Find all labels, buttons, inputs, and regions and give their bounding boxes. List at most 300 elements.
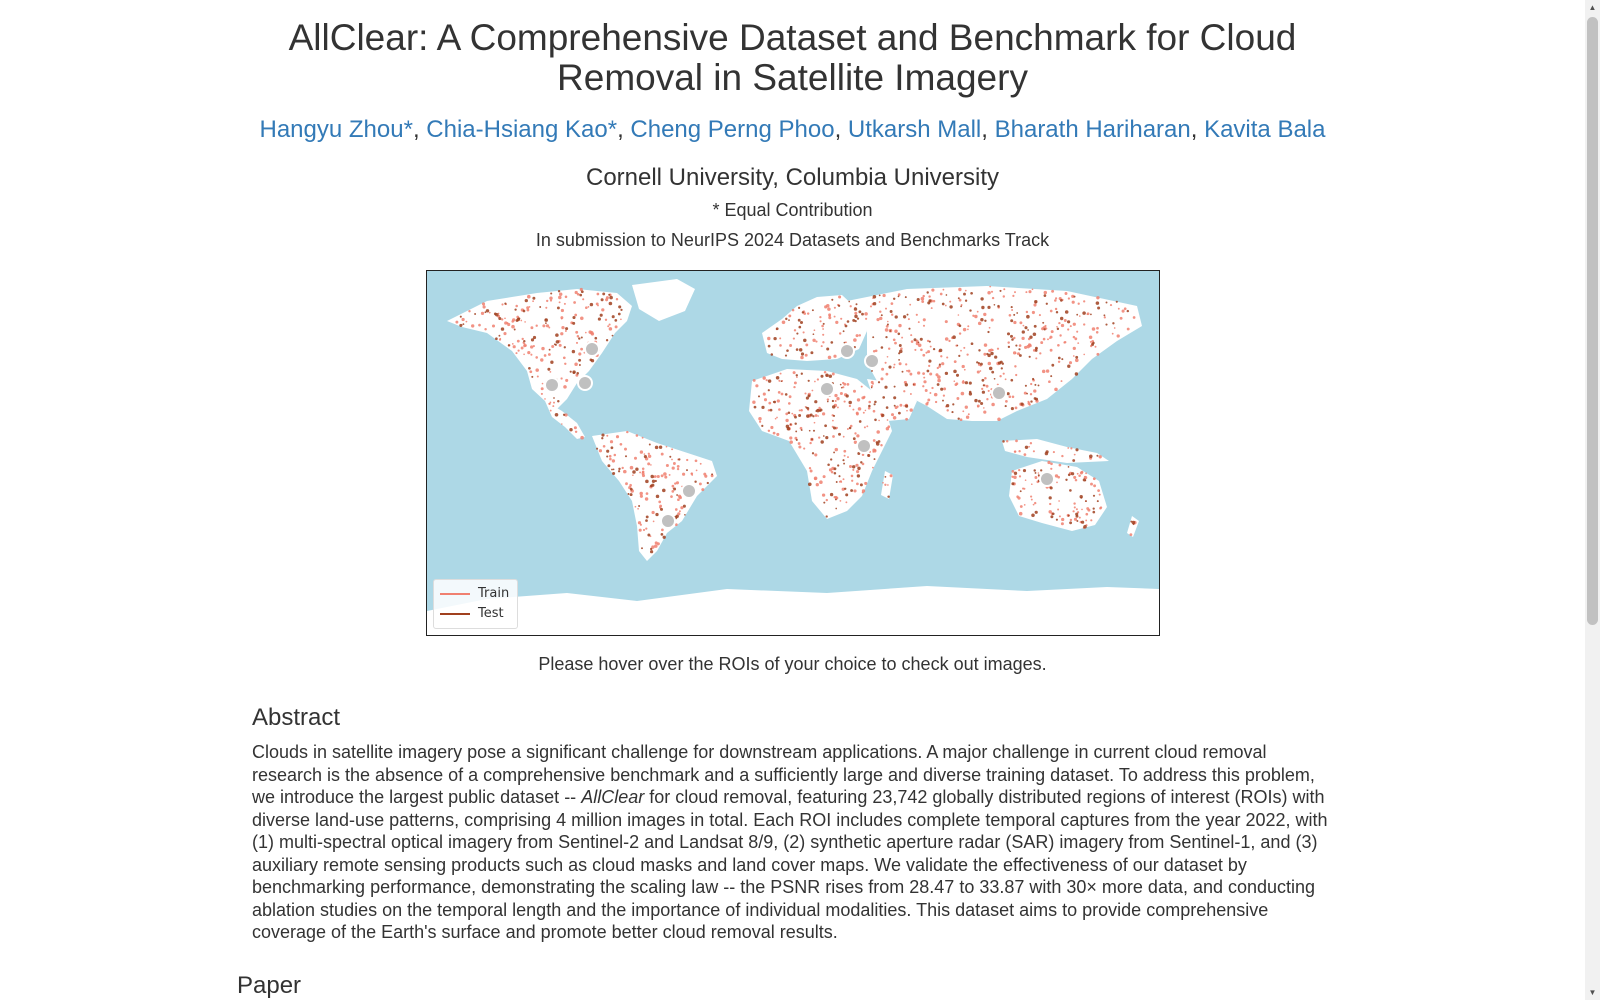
test-roi-dot: [798, 319, 801, 322]
test-roi-dot: [557, 306, 560, 309]
abstract-text: [252, 741, 1337, 944]
test-roi-dot: [579, 364, 581, 366]
test-roi-dot: [796, 439, 798, 441]
train-roi-dot: [977, 311, 979, 313]
test-roi-dot: [946, 404, 949, 407]
test-roi-dot: [808, 394, 811, 397]
train-roi-dot: [882, 294, 885, 297]
test-roi-dot: [882, 396, 885, 399]
train-roi-dot: [858, 407, 862, 411]
train-roi-dot: [1096, 327, 1099, 330]
train-roi-dot: [927, 350, 930, 353]
train-roi-dot: [879, 301, 881, 303]
train-roi-dot: [958, 288, 961, 291]
train-roi-dot: [856, 434, 859, 437]
train-roi-dot: [1011, 309, 1013, 311]
test-roi-dot: [600, 314, 603, 317]
train-roi-dot: [577, 335, 580, 338]
train-roi-dot: [788, 402, 791, 405]
train-roi-dot: [804, 392, 806, 394]
test-roi-dot: [1050, 375, 1052, 377]
train-roi-dot: [946, 356, 948, 358]
train-roi-dot: [918, 344, 922, 348]
roi-preview-marker[interactable]: [840, 344, 854, 358]
vertical-scrollbar[interactable]: [1585, 0, 1600, 1000]
train-roi-dot: [1028, 402, 1031, 405]
train-roi-dot: [1012, 470, 1015, 473]
test-roi-dot: [887, 495, 889, 497]
train-roi-dot: [789, 440, 793, 444]
test-roi-dot: [852, 465, 855, 468]
test-roi-dot: [498, 317, 501, 320]
train-roi-dot: [651, 511, 654, 514]
train-roi-dot: [974, 315, 977, 318]
train-roi-dot: [1032, 288, 1034, 290]
train-roi-dot: [793, 386, 795, 388]
train-roi-dot: [603, 445, 606, 448]
train-roi-dot: [512, 343, 514, 345]
test-roi-dot: [820, 375, 823, 378]
test-roi-dot: [609, 302, 613, 306]
train-roi-dot: [560, 377, 562, 379]
roi-preview-marker[interactable]: [992, 386, 1006, 400]
train-roi-dot: [779, 344, 782, 347]
test-roi-dot: [844, 488, 846, 490]
train-roi-dot: [1012, 295, 1014, 297]
test-roi-dot: [1035, 472, 1037, 474]
train-roi-dot: [1061, 455, 1063, 457]
train-roi-dot: [563, 356, 566, 359]
roi-preview-marker[interactable]: [820, 382, 834, 396]
test-roi-dot: [1045, 452, 1048, 455]
train-roi-dot: [851, 480, 853, 482]
test-roi-dot: [1092, 342, 1094, 344]
train-roi-dot: [1023, 488, 1025, 490]
test-roi-dot: [1089, 455, 1093, 459]
train-roi-dot: [606, 296, 609, 299]
train-roi-dot: [654, 475, 657, 478]
train-roi-dot: [1122, 310, 1125, 313]
train-roi-dot: [764, 398, 767, 401]
train-roi-dot: [1030, 383, 1032, 385]
train-roi-dot: [1055, 308, 1057, 310]
map-legend: [433, 579, 518, 629]
train-roi-dot: [1077, 473, 1079, 475]
train-roi-dot: [768, 402, 771, 405]
train-roi-dot: [1019, 475, 1021, 477]
test-roi-dot: [1038, 384, 1040, 386]
test-roi-dot: [1092, 511, 1095, 514]
train-roi-dot: [840, 500, 842, 502]
test-roi-dot: [801, 429, 803, 431]
train-roi-dot: [984, 343, 987, 346]
train-roi-dot: [865, 318, 867, 320]
train-roi-dot: [1019, 321, 1022, 324]
train-roi-dot: [546, 300, 548, 302]
train-roi-dot: [923, 325, 925, 327]
train-roi-dot: [1018, 469, 1020, 471]
train-roi-dot: [960, 418, 963, 421]
test-roi-dot: [829, 374, 832, 377]
train-roi-dot: [530, 354, 532, 356]
test-roi-dot: [890, 310, 893, 313]
test-roi-dot: [859, 420, 862, 423]
train-roi-dot: [1043, 338, 1046, 341]
train-roi-dot: [610, 440, 613, 443]
test-roi-dot: [980, 297, 983, 300]
train-roi-dot: [879, 310, 881, 312]
train-roi-dot: [833, 355, 836, 358]
train-roi-dot: [1124, 307, 1127, 310]
test-roi-dot: [929, 341, 931, 343]
test-roi-dot: [1050, 486, 1053, 489]
author-link-bharath-hariharan[interactable]: Bharath Hariharan: [994, 116, 1191, 143]
test-roi-dot: [683, 505, 686, 508]
train-roi-dot: [843, 450, 846, 453]
test-roi-dot: [650, 475, 653, 478]
train-roi-dot: [663, 472, 667, 476]
roi-preview-marker[interactable]: [585, 342, 599, 356]
roi-preview-marker[interactable]: [545, 378, 559, 392]
test-roi-dot: [676, 494, 678, 496]
test-roi-dot: [798, 414, 801, 417]
train-roi-dot: [983, 353, 986, 356]
test-roi-dot: [460, 316, 462, 318]
train-roi-dot: [1092, 327, 1096, 331]
train-roi-dot: [878, 420, 880, 422]
roi-preview-marker[interactable]: [682, 484, 696, 498]
train-roi-dot: [551, 345, 554, 348]
author-link-kavita-bala[interactable]: Kavita Bala: [1204, 116, 1326, 143]
roi-world-map[interactable]: [426, 270, 1160, 636]
train-roi-dot: [828, 316, 831, 319]
test-roi-dot: [854, 307, 857, 310]
test-roi-dot: [1020, 490, 1022, 492]
train-roi-dot: [903, 405, 905, 407]
train-roi-dot: [1093, 484, 1096, 487]
train-roi-dot: [1051, 330, 1054, 333]
test-roi-dot: [1001, 367, 1003, 369]
test-roi-dot: [1026, 315, 1030, 319]
test-roi-dot: [983, 384, 985, 386]
train-roi-dot: [809, 467, 811, 469]
test-roi-dot: [907, 314, 909, 316]
train-roi-dot: [1030, 442, 1032, 444]
test-roi-dot: [808, 380, 810, 382]
train-roi-dot: [989, 286, 991, 288]
train-roi-dot: [1072, 510, 1074, 512]
test-roi-dot: [609, 296, 613, 300]
test-roi-dot: [939, 349, 943, 353]
test-roi-dot: [987, 306, 990, 309]
scroll-up-arrow-icon[interactable]: ▲: [1588, 3, 1597, 12]
train-roi-dot: [788, 314, 791, 317]
train-roi-dot: [850, 305, 852, 307]
train-roi-dot: [887, 419, 889, 421]
train-roi-dot: [648, 455, 651, 458]
train-roi-dot: [1032, 311, 1035, 314]
train-roi-dot: [991, 318, 994, 321]
test-roi-dot: [1116, 301, 1118, 303]
author-link-cheng-perng-phoo[interactable]: Cheng Perng Phoo: [630, 116, 835, 143]
train-roi-dot: [853, 338, 857, 342]
train-roi-dot: [908, 370, 911, 373]
train-roi-dot: [1073, 476, 1076, 479]
test-roi-dot: [1068, 466, 1070, 468]
train-roi-dot: [799, 409, 801, 411]
train-roi-dot: [961, 392, 965, 396]
train-roi-dot: [955, 383, 958, 386]
test-roi-dot: [1010, 335, 1013, 338]
test-roi-dot: [659, 446, 662, 449]
train-roi-dot: [863, 412, 865, 414]
train-roi-dot: [468, 310, 470, 312]
train-roi-dot: [623, 470, 627, 474]
test-roi-dot: [618, 470, 620, 472]
test-roi-dot: [598, 318, 601, 321]
test-roi-dot: [614, 319, 617, 322]
test-roi-dot: [579, 294, 582, 297]
train-roi-dot: [853, 390, 856, 393]
train-roi-dot: [1035, 357, 1037, 359]
test-roi-dot: [969, 382, 972, 385]
train-roi-dot: [1003, 373, 1005, 375]
train-roi-dot: [620, 318, 622, 320]
train-roi-dot: [1083, 354, 1085, 356]
test-roi-dot: [785, 318, 787, 320]
train-roi-dot: [817, 415, 819, 417]
roi-preview-marker[interactable]: [661, 514, 675, 528]
test-roi-dot: [1010, 319, 1013, 322]
test-roi-dot: [940, 388, 943, 391]
train-roi-dot: [527, 351, 530, 354]
train-roi-dot: [1033, 504, 1035, 506]
test-roi-dot: [486, 309, 489, 312]
test-roi-dot: [612, 315, 615, 318]
train-roi-dot: [489, 312, 491, 314]
test-roi-dot: [773, 401, 776, 404]
train-roi-dot: [1104, 316, 1106, 318]
test-roi-dot: [618, 468, 620, 470]
test-roi-dot: [871, 370, 873, 372]
train-roi-dot: [811, 390, 813, 392]
train-roi-dot: [1059, 464, 1062, 467]
train-roi-dot: [983, 407, 985, 409]
train-roi-dot: [1057, 509, 1059, 511]
abstract-heading: Abstract: [252, 704, 341, 731]
train-roi-dot: [629, 484, 632, 487]
legend-swatch-train: [440, 593, 470, 595]
train-roi-dot: [916, 314, 918, 316]
test-roi-dot: [1002, 440, 1005, 443]
test-roi-dot: [557, 400, 559, 402]
train-roi-dot: [977, 370, 980, 373]
train-roi-dot: [1099, 494, 1101, 496]
train-roi-dot: [1059, 334, 1061, 336]
train-roi-dot: [945, 305, 947, 307]
train-roi-dot: [575, 331, 578, 334]
train-roi-dot: [872, 448, 875, 451]
test-roi-dot: [795, 430, 797, 432]
train-roi-dot: [1013, 476, 1017, 480]
train-roi-dot: [483, 305, 486, 308]
train-roi-dot: [1007, 341, 1009, 343]
train-roi-dot: [1050, 349, 1053, 352]
train-roi-dot: [677, 468, 679, 470]
test-roi-dot: [945, 372, 948, 375]
train-roi-dot: [963, 328, 966, 331]
train-roi-dot: [642, 474, 645, 477]
train-roi-dot: [821, 325, 824, 328]
test-roi-dot: [1021, 403, 1024, 406]
train-roi-dot: [823, 475, 826, 478]
test-roi-dot: [832, 405, 835, 408]
train-roi-dot: [834, 316, 836, 318]
test-roi-dot: [581, 290, 584, 293]
test-roi-dot: [781, 380, 783, 382]
train-roi-dot: [839, 332, 841, 334]
train-roi-dot: [1075, 359, 1079, 363]
test-roi-dot: [790, 424, 792, 426]
test-roi-dot: [1033, 332, 1037, 336]
test-roi-dot: [565, 327, 568, 330]
train-roi-dot: [864, 312, 868, 316]
test-roi-dot: [824, 424, 827, 427]
train-roi-dot: [664, 476, 667, 479]
test-roi-dot: [613, 469, 615, 471]
train-roi-dot: [679, 510, 681, 512]
roi-preview-marker[interactable]: [865, 354, 879, 368]
roi-preview-marker[interactable]: [578, 376, 592, 390]
train-roi-dot: [927, 402, 929, 404]
train-roi-dot: [959, 332, 961, 334]
train-roi-dot: [905, 418, 908, 421]
test-roi-dot: [1025, 446, 1028, 449]
train-roi-dot: [1014, 365, 1016, 367]
train-roi-dot: [752, 401, 755, 404]
train-roi-dot: [962, 365, 965, 368]
train-roi-dot: [657, 542, 660, 545]
test-roi-dot: [871, 387, 873, 389]
train-roi-dot: [815, 341, 817, 343]
test-roi-dot: [576, 372, 579, 375]
test-roi-dot: [843, 330, 845, 332]
test-roi-dot: [849, 427, 852, 430]
author-separator: ,: [834, 116, 848, 143]
test-roi-dot: [956, 374, 959, 377]
train-roi-dot: [824, 305, 827, 308]
train-roi-dot: [851, 475, 854, 478]
test-roi-dot: [618, 305, 621, 308]
train-roi-dot: [518, 350, 520, 352]
train-roi-dot: [986, 385, 989, 388]
test-roi-dot: [898, 359, 900, 361]
test-roi-dot: [894, 386, 896, 388]
train-roi-dot: [637, 508, 639, 510]
train-roi-dot: [818, 436, 820, 438]
train-roi-dot: [847, 383, 850, 386]
test-roi-dot: [474, 313, 476, 315]
author-link-chia-hsiang-kao[interactable]: Chia-Hsiang Kao*: [426, 116, 618, 143]
train-roi-dot: [1025, 479, 1027, 481]
train-roi-dot: [1073, 355, 1075, 357]
train-roi-dot: [954, 360, 957, 363]
test-roi-dot: [1056, 311, 1058, 313]
test-roi-dot: [798, 326, 801, 329]
test-roi-dot: [786, 349, 789, 352]
test-roi-dot: [1096, 455, 1098, 457]
train-roi-dot: [1096, 296, 1099, 299]
roi-preview-marker[interactable]: [857, 439, 871, 453]
author-link-utkarsh-mall[interactable]: Utkarsh Mall: [847, 116, 982, 143]
train-roi-dot: [645, 528, 647, 530]
train-roi-dot: [875, 350, 878, 353]
test-roi-dot: [495, 337, 498, 340]
train-roi-dot: [753, 379, 756, 382]
test-roi-dot: [1025, 385, 1027, 387]
train-roi-dot: [1076, 331, 1078, 333]
train-roi-dot: [928, 295, 930, 297]
test-roi-dot: [754, 406, 757, 409]
train-roi-dot: [1047, 461, 1050, 464]
test-roi-dot: [965, 300, 967, 302]
test-roi-dot: [811, 438, 813, 440]
test-roi-dot: [1018, 348, 1020, 350]
scroll-down-arrow-icon[interactable]: ▼: [1588, 988, 1597, 997]
test-roi-dot: [874, 458, 876, 460]
test-roi-dot: [1067, 365, 1070, 368]
legend-swatch-test: [440, 613, 470, 615]
test-roi-dot: [957, 345, 959, 347]
test-roi-dot: [845, 325, 848, 328]
train-roi-dot: [639, 492, 642, 495]
train-roi-dot: [550, 410, 552, 412]
train-roi-dot: [1034, 502, 1036, 504]
train-roi-dot: [666, 446, 668, 448]
train-roi-dot: [871, 381, 874, 384]
train-roi-dot: [1019, 512, 1023, 516]
test-roi-dot: [831, 299, 833, 301]
train-roi-dot: [988, 362, 992, 366]
train-roi-dot: [911, 340, 914, 343]
author-link-hangyu-zhou[interactable]: Hangyu Zhou*: [259, 116, 413, 143]
test-roi-dot: [1034, 300, 1037, 303]
roi-preview-marker[interactable]: [1040, 472, 1054, 486]
train-roi-dot: [523, 343, 525, 345]
test-roi-dot: [1011, 407, 1014, 410]
test-roi-dot: [812, 415, 814, 417]
test-roi-dot: [655, 446, 659, 450]
test-roi-dot: [663, 536, 666, 539]
train-roi-dot: [755, 384, 758, 387]
train-roi-dot: [658, 501, 661, 504]
train-roi-dot: [1090, 483, 1093, 486]
test-roi-dot: [819, 410, 821, 412]
train-roi-dot: [1061, 380, 1063, 382]
train-roi-dot: [582, 298, 584, 300]
test-roi-dot: [650, 550, 653, 553]
train-roi-dot: [819, 480, 823, 484]
test-roi-dot: [788, 319, 790, 321]
train-roi-dot: [635, 506, 637, 508]
scroll-thumb[interactable]: [1587, 17, 1598, 625]
test-roi-dot: [628, 493, 630, 495]
train-roi-dot: [987, 291, 991, 295]
train-roi-dot: [1009, 395, 1012, 398]
train-roi-dot: [1015, 440, 1018, 443]
train-roi-dot: [854, 432, 856, 434]
train-roi-dot: [837, 406, 839, 408]
